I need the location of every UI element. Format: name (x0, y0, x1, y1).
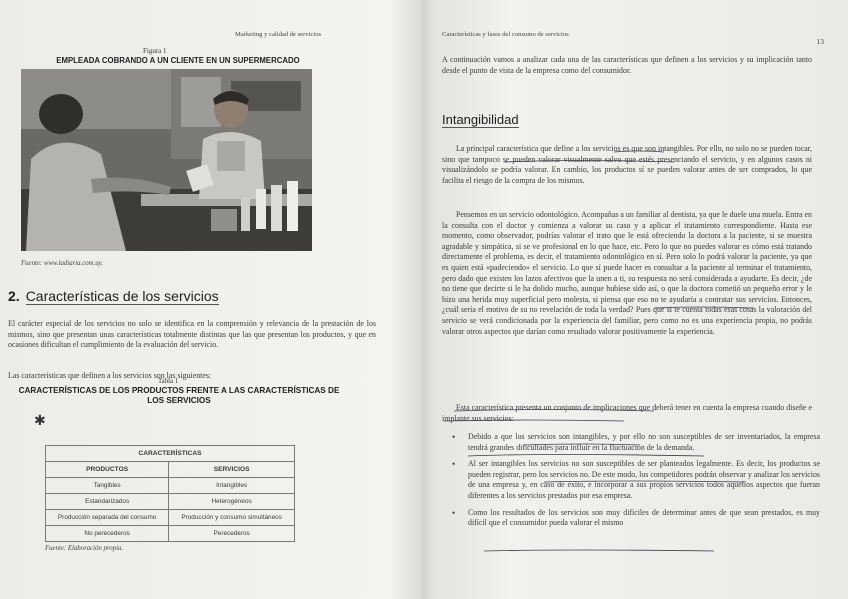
right-page (424, 0, 848, 599)
table-cell: Producción separada del consumo (46, 510, 169, 526)
table-row (46, 526, 295, 542)
subsection-heading: Intangibilidad (442, 112, 519, 127)
handwritten-star-icon: ✱ (34, 414, 46, 429)
table-label: Tabla 1 (158, 378, 179, 385)
table-row (46, 478, 295, 494)
list-item: • Al ser intangibles los servicios no son susceptibles de ser planteados legalmente. Es decir, los productos se pueden registrar, pero los servicios no. De este modo, los competidores podrán observar y analizar los servicios de una empresa y, en caso de éxito, e incorporar a sus propios servicios todos aquellos aspectos que fueran diferentes a los servicios prestados por esa empresa. (444, 459, 820, 501)
list-item: • Como los resultados de los servicios son muy difíciles de determinar antes de que sean prestados, es muy difícil que el consumidor pueda valorar el mismo (444, 508, 820, 529)
paragraph-example: Pensemos en un servicio odontológico. Acompañas a un familiar al dentista, ya que le duele una muela. Entra en la consulta con el doctor y comienza a valorar su caso y a aplicar el tratamiento correspondiente. Hasta ese momento, como observador, podrías valorar el trato que le está ofreciendo la doctora a la paciente, si se muestra agradable y simpática, si se ve profesional en lo que hace, etc. Pero lo que no puedes valorar es cómo está tratando directamente el problema, es decir, el tratamiento odontológico en sí. Pero solo lo podrá valorar la paciente, ya que es quien está «padeciendo» el servicio. Lo que sí puede hacer es consultar a la paciente al terminar el tratamiento, pero dado que existen los lazos afectivos que la unen a ti, su respuesta no será considerada a ayudarte. Es decir, ¿de no tiene que decirte si le ha dolido mucho, aunque hubiese sido así, o que la doctora cometió un pequeño error y le hizo una herida muy superficial pero molesta, si piensa que eso no te ayudaría a contratar sus servicios. Entonces, ¿cuál sería el motivo de su no revelación de toda la verdad? Pues que si te cuenta todas esas cosas la valoración del servicio se verá condicionada por la experiencia del familiar, pero como no es una experiencia propia, no podrás valorar otros aspectos que darían como resultado valorar positivamente la experiencia. (442, 210, 812, 336)
paragraph-intro: A continuación vamos a analizar cada una de las características que definen a los servicios y su implicación tanto desde el punto de vista de la empresa como del consumidor. (442, 55, 812, 75)
table-cell: Heterogéneos (169, 494, 295, 510)
paragraph-implications: Esta característica presenta un conjunto de implicaciones que deberá tener en cuenta la empresa cuando diseñe e implante sus servicios: (442, 403, 812, 423)
table-columns-row (46, 462, 295, 478)
figure-source: Fuente: www.ladiaria.com.uy. (21, 260, 103, 267)
comparison-table (45, 445, 295, 542)
table-cell: Intangibles (169, 478, 295, 494)
implications-list (444, 432, 820, 535)
table-row (46, 494, 295, 510)
supermarket-illustration (21, 69, 312, 251)
table-cell: Perecederos (169, 526, 295, 542)
column-servicios: SERVICIOS (169, 462, 295, 478)
paragraph-lead: Las características que definen a los servicios son las siguientes: (8, 371, 212, 380)
table-cell: Tangibles (46, 478, 169, 494)
running-head: Características y fases del consumo de servicios (442, 31, 569, 38)
table-title: CARACTERÍSTICAS DE LOS PRODUCTOS FRENTE A LAS CARACTERÍSTICAS DE LOS SERVICIOS (18, 386, 340, 405)
running-head: Marketing y calidad de servicios (235, 31, 322, 38)
supermarket-photo (21, 69, 312, 251)
section-title: Características de los servicios (25, 288, 219, 304)
section-number: 2. (8, 288, 20, 304)
table-cell: No perecederos (46, 526, 169, 542)
table-cell: Producción y consumo simultáneos (169, 510, 295, 526)
section-heading (8, 288, 219, 304)
left-page (0, 0, 415, 599)
figure-title: EMPLEADA COBRANDO A UN CLIENTE EN UN SUPERMERCADO (56, 56, 300, 65)
table-cell: Estandarizados (46, 494, 169, 510)
figure-label: Figura 1 (143, 47, 167, 55)
paragraph-intro: El carácter especial de los servicios no solo se identifica en la comprensión y relevancia de la prestación de los mismos, sino que presentan unas características totalmente distintas que las que presentan los productos, y que en ocasiones dificultan el cumplimiento de la evaluación del servicio. (8, 319, 376, 350)
list-item: • Debido a que los servicios son intangibles, y por ello no son susceptibles de ser inventariados, la empresa tendrá grandes dificultades para influir en la fluctuación de la demanda. (444, 432, 820, 453)
paragraph-definition: La principal característica que define a los servicios es que son intangibles. Por ello, no solo no se pueden tocar, sino que tampoco se pueden valorar visualmente salvo que estés presenciando el servicio, y en algunos casos ni visualizándolo se podría valorar. En cambio, los productos sí se pueden valorar antes de ser comprados, lo que facilita el riesgo de la compra de los mismos. (442, 144, 812, 185)
table-source: Fuente: Elaboración propia. (45, 545, 124, 552)
table-row (46, 510, 295, 526)
table-header-row (46, 446, 295, 462)
page-number: 13 (816, 37, 824, 46)
table-header: CARACTERÍSTICAS (46, 446, 295, 462)
column-productos: PRODUCTOS (46, 462, 169, 478)
